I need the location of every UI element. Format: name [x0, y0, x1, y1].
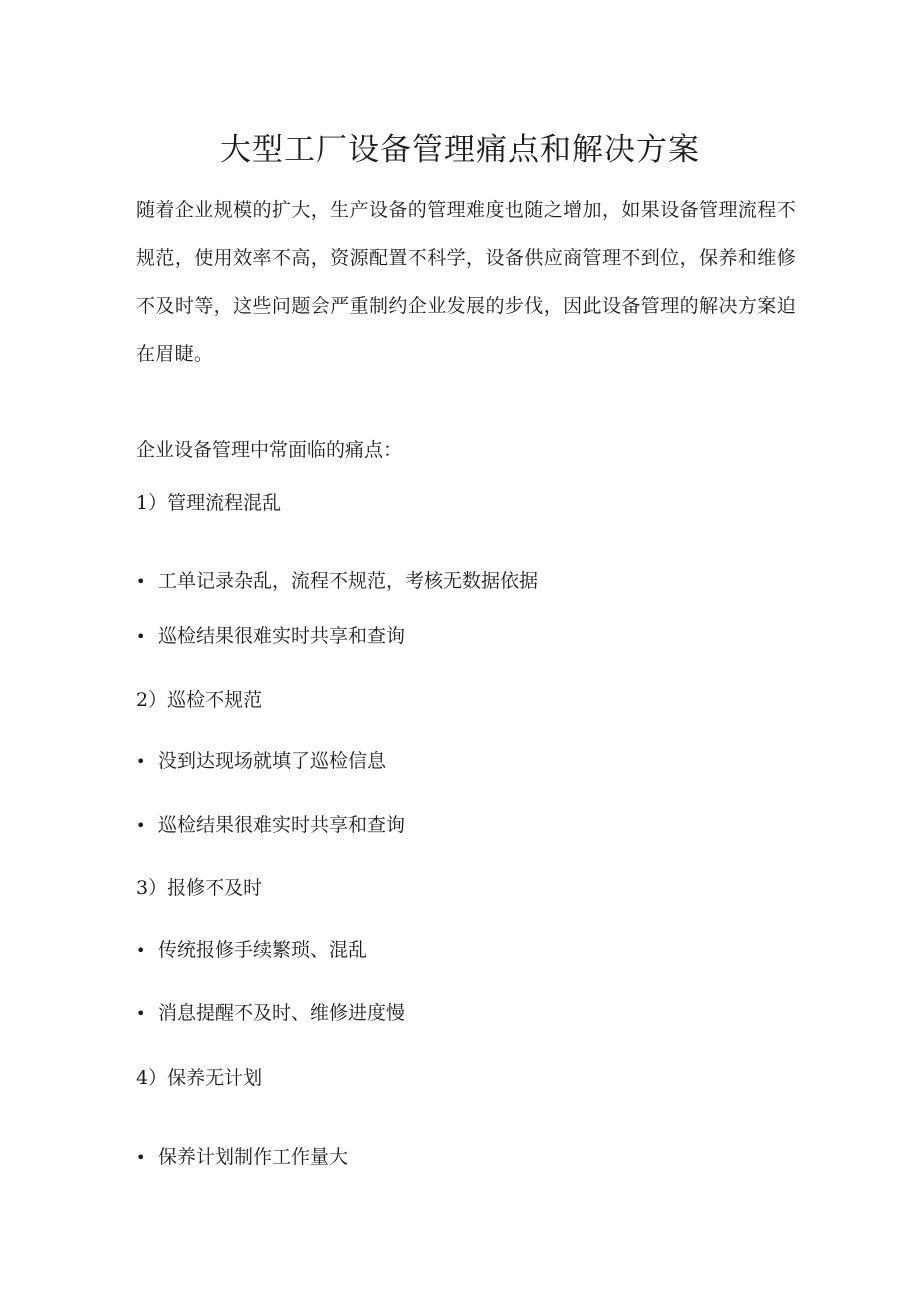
list-item-text: 消息提醒不及时、维修进度慢: [158, 1002, 406, 1024]
list-item: [136, 747, 386, 776]
document-title: 大型工厂设备管理痛点和解决方案: [220, 132, 700, 168]
section-heading-1: 1）管理流程混乱: [136, 492, 282, 514]
list-item-text: 没到达现场就填了巡检信息: [158, 750, 387, 772]
section-heading-3: 3）报修不及时: [136, 877, 263, 899]
pain-points-intro: 企业设备管理中常面临的痛点：: [136, 439, 403, 461]
section-heading-2: 2）巡检不规范: [136, 689, 263, 711]
list-item-text: 传统报修手续繁琐、混乱: [158, 939, 368, 961]
bullet-icon: •: [136, 941, 146, 960]
list-item: [136, 999, 405, 1028]
intro-paragraph: 随着企业规模的扩大，生产设备的管理难度也随之增加，如果设备管理流程不规范，使用效率不高，资源配置不科学，设备供应商管理不到位，保养和维修不及时等，这些问题会严重制约企业发展的步伐，因此设备管理的解决方案迫在眉睫。: [136, 199, 796, 365]
bullet-icon: •: [136, 627, 146, 646]
list-item: [136, 622, 405, 651]
list-item-text: 工单记录杂乱，流程不规范，考核无数据依据: [158, 570, 539, 592]
list-item-text: 巡检结果很难实时共享和查询: [158, 625, 406, 647]
list-item-text: 保养计划制作工作量大: [158, 1146, 349, 1168]
list-item: [136, 811, 405, 840]
list-item: [136, 1143, 348, 1172]
list-item-text: 巡检结果很难实时共享和查询: [158, 814, 406, 836]
bullet-icon: •: [136, 816, 146, 835]
list-item: [136, 567, 538, 596]
bullet-icon: •: [136, 1004, 146, 1023]
bullet-icon: •: [136, 752, 146, 771]
bullet-icon: •: [136, 1148, 146, 1167]
section-heading-4: 4）保养无计划: [136, 1067, 263, 1089]
list-item: [136, 936, 367, 965]
bullet-icon: •: [136, 572, 146, 591]
